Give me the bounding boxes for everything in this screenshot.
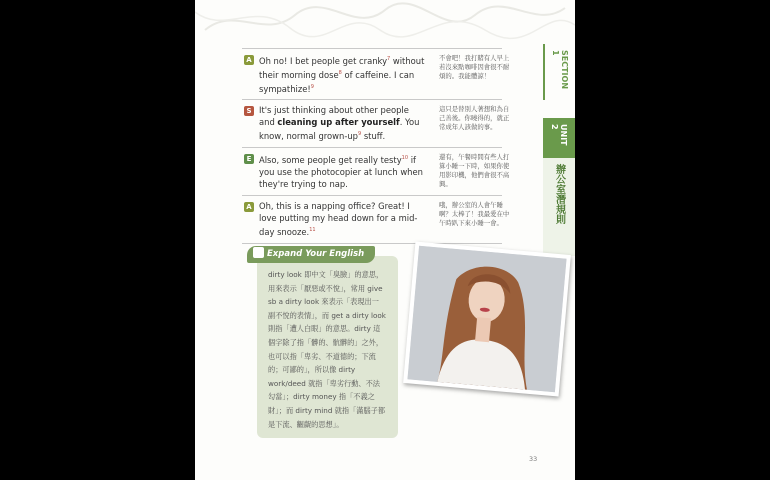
section-label: SECTION 1	[551, 50, 569, 90]
expand-heading	[247, 246, 375, 263]
megaphone-icon	[253, 247, 264, 258]
expand-heading-text: Expand Your English	[267, 249, 365, 259]
dialogue-turn	[242, 148, 510, 196]
footnote-marker: 9	[357, 131, 362, 138]
section-tab	[543, 44, 575, 100]
english-text: It's just thinking about other people and	[259, 105, 409, 128]
english-line	[259, 53, 427, 94]
unit-label: UNIT 2	[550, 124, 568, 146]
dialogue-turn	[242, 100, 510, 148]
speaker-badge: E	[244, 154, 254, 164]
page-number: 33	[529, 455, 538, 463]
english-text: stuff.	[361, 131, 386, 142]
dialogue-turn	[242, 48, 510, 100]
dialogue-list	[242, 48, 510, 244]
footnote-marker: 10	[401, 155, 409, 162]
english-line	[259, 200, 427, 238]
footnote-marker: 11	[309, 226, 316, 233]
english-text: . You know, normal grown-up	[259, 117, 420, 142]
woman-illustration	[407, 246, 566, 392]
book-page	[195, 0, 575, 480]
chinese-translation: 這只是替別人著想和為自己善後。你曉得的，就正常成年人該做的事。	[439, 105, 510, 132]
footnote-marker: 8	[338, 69, 342, 76]
english-text: Also, some people get really testy	[259, 154, 402, 165]
key-phrase: cleaning up after yourself	[277, 117, 400, 128]
speaker-badge: A	[244, 55, 254, 65]
speaker-badge: A	[244, 202, 254, 212]
english-text: Oh, this is a napping office? Great! I love putting my head down for a mid-day snooze.	[259, 200, 418, 237]
chinese-translation: 不會吧！我打賭有人早上若沒來點咖啡因會很不耐煩的。我能體諒！	[439, 54, 510, 80]
unit-tab	[543, 118, 575, 158]
chinese-translation: 還有，午餐時間有些人打算小睡一下時，如果你使用影印機，他們會很不高興。	[439, 153, 510, 189]
decorative-swirl-pattern	[195, 0, 575, 46]
footnote-marker: 7	[387, 56, 391, 62]
dialogue-turn	[242, 196, 510, 244]
english-text: without their morning dose	[259, 55, 425, 80]
footnote-marker: 9	[310, 83, 314, 90]
english-text: if you use the photocopier at lunch when they're trying to nap.	[259, 154, 423, 189]
chinese-translation: 哦，辦公室的人會午睡啊？太棒了！我最愛在中午時趴下來小睡一會。	[439, 200, 510, 227]
unit-title-tab	[543, 158, 575, 256]
expand-body-text: dirty look 即中文「臭臉」的意思，用來表示「厭惡或不悅」，常用 give sb a dirty look 來表示「表現出一副不悅的表情」，而 get a dirty look 則指「遭人白眼」的意思。dirty 這個字除了指「髒的、骯髒的」之外，也可以指「卑劣、不道德的；下流的；可鄙的」，所以像 dirty work/deed 就指「卑劣行動、不法勾當」；dirty money 指「不義之財」；而 dirty mind 就指「滿腦子都是下流、齷齪的思想」。	[268, 270, 386, 429]
photo-image	[407, 246, 566, 392]
english-line	[259, 104, 427, 142]
english-text: of caffeine. I can sympathize!	[259, 69, 415, 94]
english-text: Oh no! I bet people get cranky	[259, 55, 388, 66]
speaker-badge: S	[244, 106, 254, 116]
unit-title: 辦公室潛規則	[553, 164, 565, 224]
photo-woman	[403, 241, 571, 396]
english-line	[259, 152, 427, 190]
